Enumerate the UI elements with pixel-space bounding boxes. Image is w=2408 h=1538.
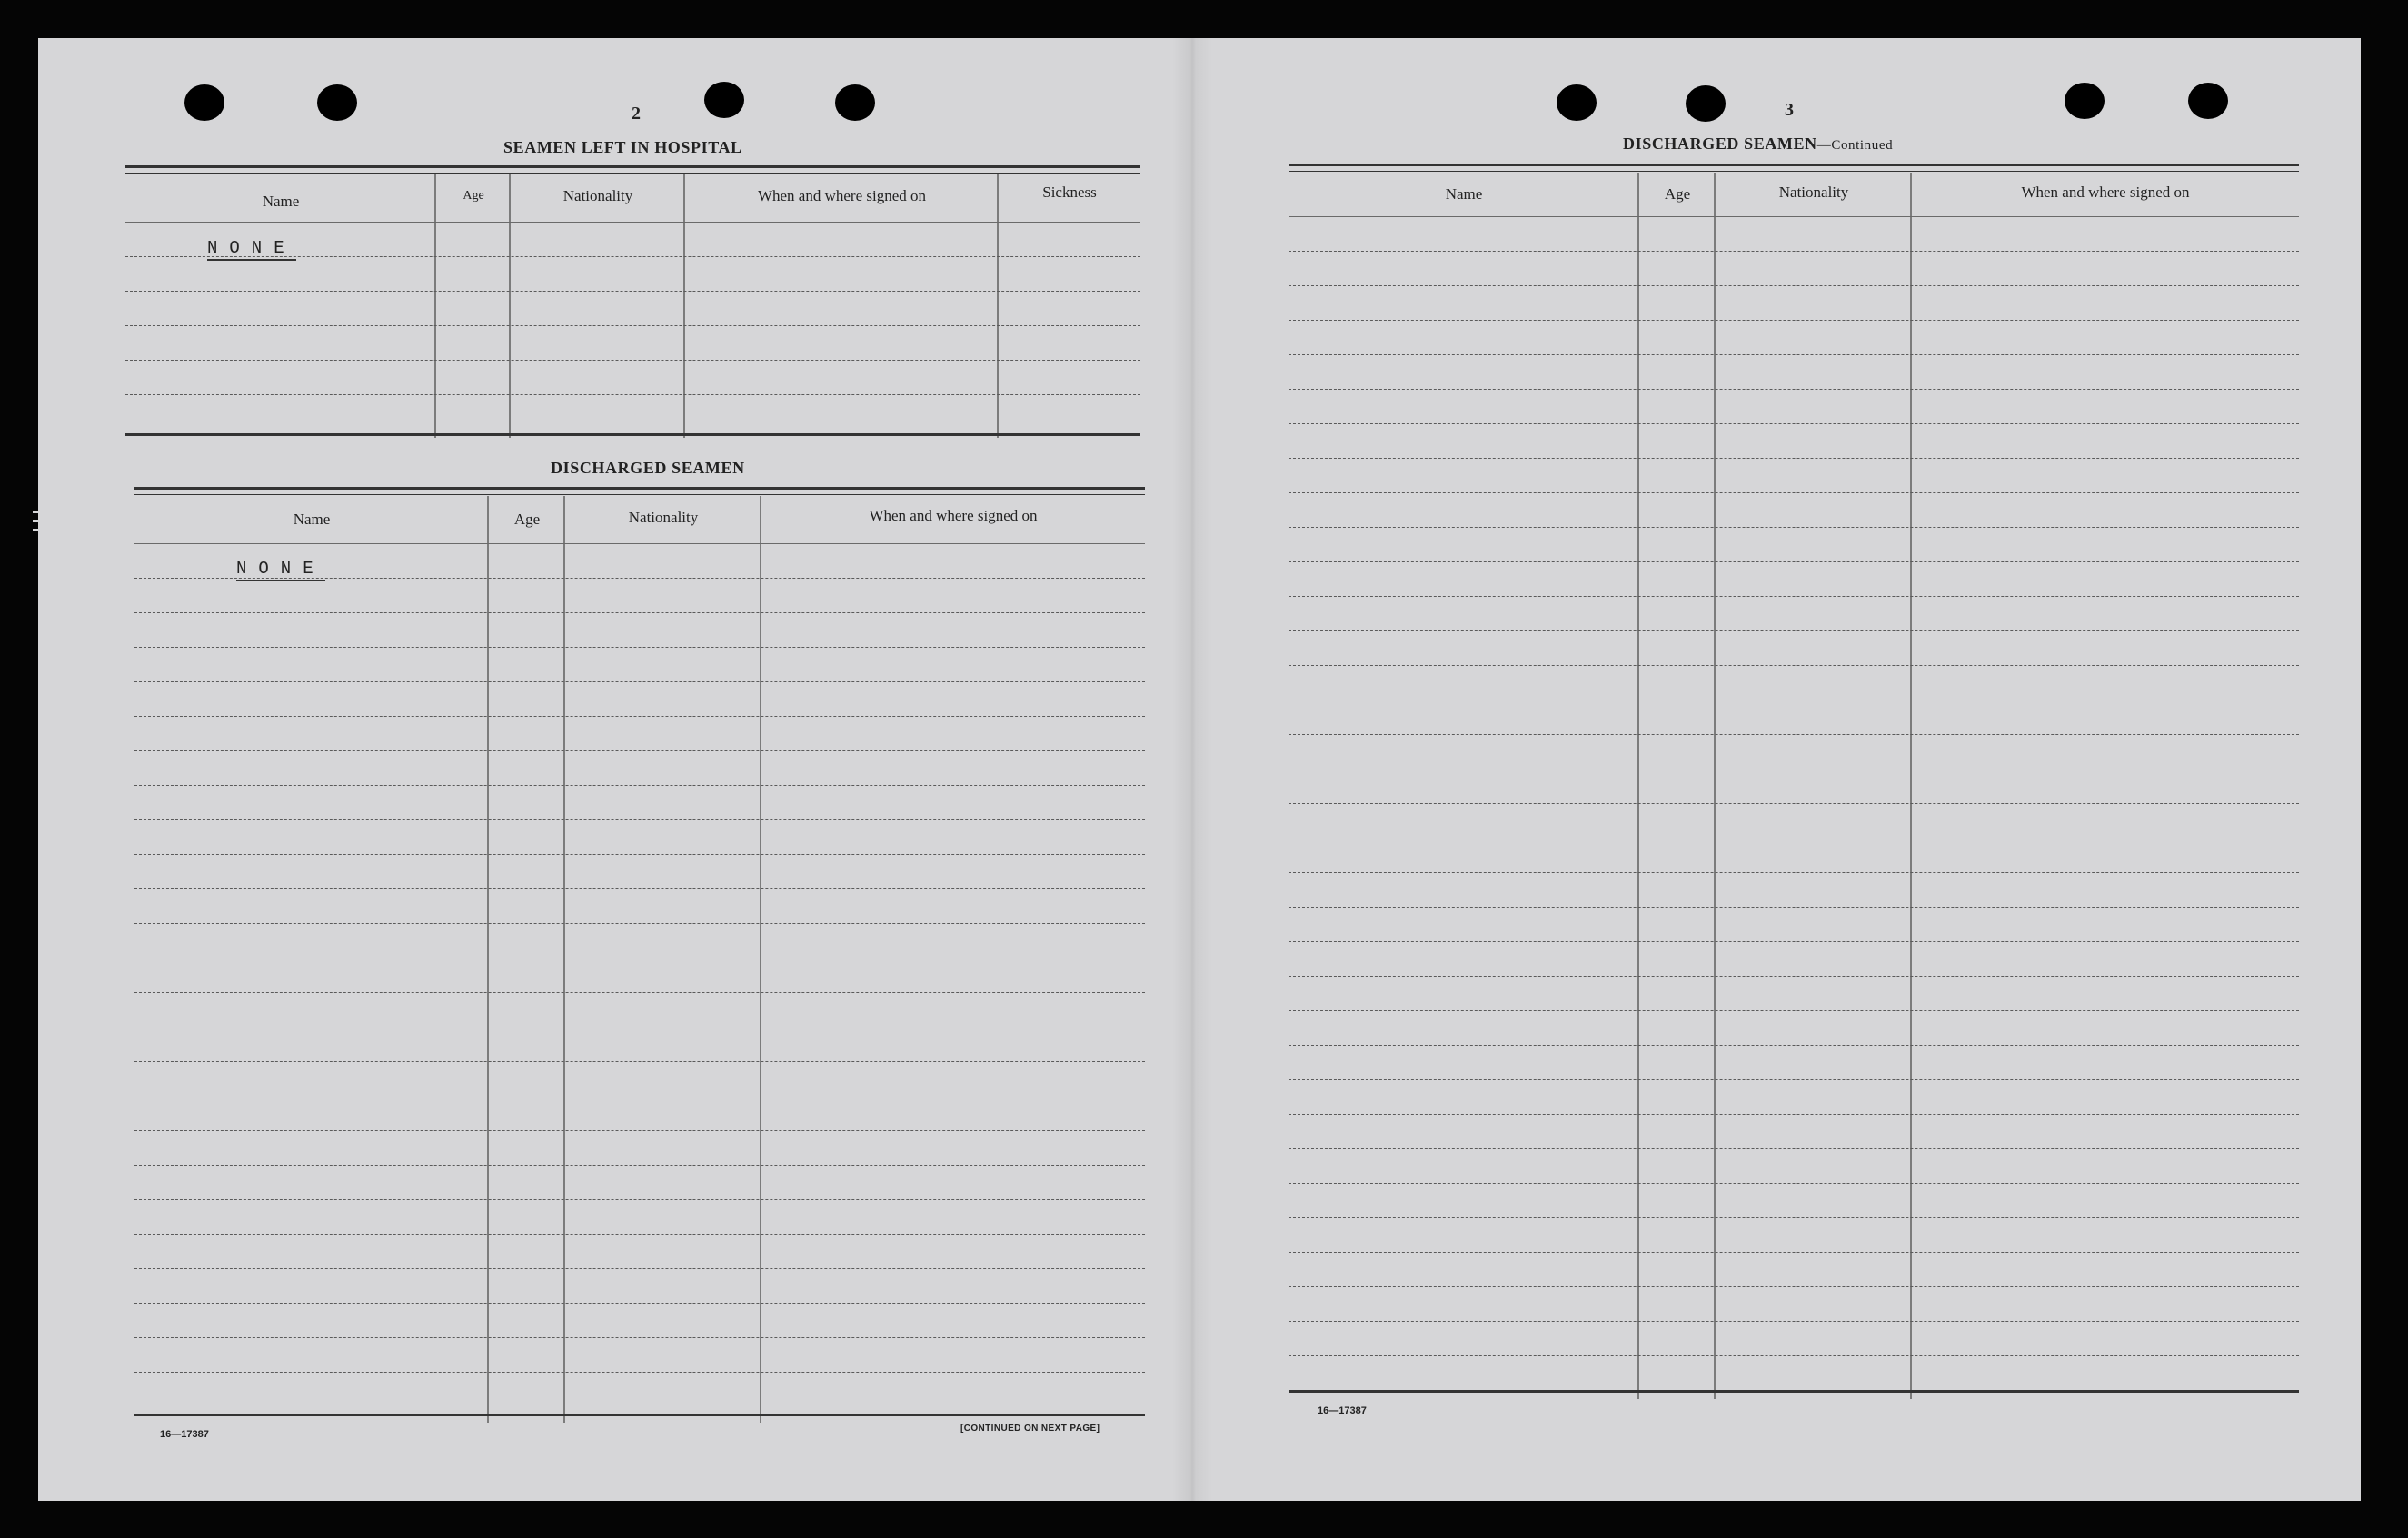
col-header-age: Age bbox=[1664, 185, 1691, 203]
table-row bbox=[134, 785, 1145, 786]
col-header-signed-on: When and where signed on bbox=[757, 187, 927, 204]
table-row bbox=[1289, 1148, 2299, 1149]
table-row bbox=[1289, 285, 2299, 286]
col-header-name: Name bbox=[1445, 185, 1483, 203]
discharged-table bbox=[134, 487, 1145, 1423]
table-row bbox=[134, 1234, 1145, 1235]
edge-mark bbox=[33, 511, 42, 513]
col-header-nationality: Nationality bbox=[562, 187, 633, 204]
table-row bbox=[1289, 1183, 2299, 1184]
column-divider bbox=[1637, 173, 1639, 1399]
column-divider bbox=[683, 174, 685, 438]
table-row bbox=[134, 1165, 1145, 1166]
header-rule bbox=[125, 222, 1140, 223]
table-row bbox=[1289, 389, 2299, 390]
bottom-rule bbox=[1289, 1390, 2299, 1393]
table-row bbox=[1289, 907, 2299, 908]
page-fold bbox=[1172, 38, 1212, 1501]
table-row bbox=[1289, 630, 2299, 631]
table-row bbox=[1289, 1217, 2299, 1218]
col-header-age: Age bbox=[513, 511, 541, 528]
table-row bbox=[1289, 492, 2299, 493]
table-row bbox=[1289, 320, 2299, 321]
column-divider bbox=[997, 174, 999, 438]
table-row bbox=[1289, 1045, 2299, 1046]
table-row bbox=[1289, 1079, 2299, 1080]
col-header-age: Age bbox=[463, 189, 484, 203]
table-row bbox=[125, 394, 1140, 395]
table-row bbox=[134, 854, 1145, 855]
table-row bbox=[134, 888, 1145, 889]
title-text: DISCHARGED SEAMEN bbox=[1623, 134, 1817, 153]
col-header-nationality: Nationality bbox=[1778, 184, 1849, 201]
table-row bbox=[125, 325, 1140, 326]
header-rule bbox=[1289, 216, 2299, 217]
column-divider bbox=[1714, 173, 1716, 1399]
col-header-signed-on: When and where signed on bbox=[869, 507, 1038, 524]
column-divider bbox=[509, 174, 511, 438]
table-row bbox=[134, 1199, 1145, 1200]
table-row bbox=[134, 1337, 1145, 1338]
hospital-table bbox=[125, 165, 1140, 438]
table-row bbox=[1289, 1010, 2299, 1011]
table-row bbox=[125, 291, 1140, 292]
table-row bbox=[134, 1061, 1145, 1062]
table-row bbox=[1289, 1355, 2299, 1356]
edge-mark bbox=[33, 529, 42, 531]
top-rule-thin bbox=[134, 494, 1145, 495]
table-row bbox=[134, 1372, 1145, 1373]
table-row bbox=[1289, 423, 2299, 424]
column-divider bbox=[487, 496, 489, 1423]
name-entry: NONE bbox=[207, 238, 296, 261]
table-row bbox=[1289, 527, 2299, 528]
continued-note: [CONTINUED ON NEXT PAGE] bbox=[960, 1424, 1100, 1434]
punch-hole bbox=[1557, 84, 1597, 121]
table-row bbox=[134, 750, 1145, 751]
table-row bbox=[1289, 458, 2299, 459]
header-rule bbox=[134, 543, 1145, 544]
top-rule bbox=[134, 487, 1145, 490]
form-number: 16—17387 bbox=[1318, 1405, 1367, 1416]
edge-mark bbox=[33, 520, 42, 522]
discharged-title: DISCHARGED SEAMEN bbox=[551, 459, 745, 477]
col-header-signed-on: When and where signed on bbox=[2021, 184, 2190, 201]
table-row bbox=[134, 819, 1145, 820]
table-row bbox=[1289, 803, 2299, 804]
punch-hole bbox=[184, 84, 224, 121]
table-row bbox=[1289, 941, 2299, 942]
name-entry: NONE bbox=[236, 559, 325, 581]
page-number: 2 bbox=[632, 104, 641, 124]
column-divider bbox=[434, 174, 436, 438]
table-row bbox=[1289, 1286, 2299, 1287]
top-rule bbox=[125, 165, 1140, 168]
bottom-rule bbox=[125, 433, 1140, 436]
top-rule-thin bbox=[125, 173, 1140, 174]
table-row bbox=[1289, 1252, 2299, 1253]
col-header-name: Name bbox=[262, 193, 300, 210]
table-row bbox=[134, 647, 1145, 648]
table-row bbox=[1289, 665, 2299, 666]
bottom-rule bbox=[134, 1414, 1145, 1416]
table-row bbox=[1289, 596, 2299, 597]
column-divider bbox=[1910, 173, 1912, 1399]
page-number: 3 bbox=[1785, 100, 1794, 120]
column-divider bbox=[760, 496, 761, 1423]
table-row bbox=[134, 1268, 1145, 1269]
punch-hole bbox=[2065, 83, 2105, 119]
table-row bbox=[134, 1303, 1145, 1304]
col-header-sickness: Sickness bbox=[1042, 184, 1097, 201]
table-row bbox=[134, 1130, 1145, 1131]
table-row bbox=[134, 923, 1145, 924]
column-divider bbox=[563, 496, 565, 1423]
table-row bbox=[1289, 354, 2299, 355]
table-row bbox=[134, 681, 1145, 682]
table-row bbox=[1289, 734, 2299, 735]
table-row bbox=[125, 360, 1140, 361]
form-number: 16—17387 bbox=[160, 1429, 209, 1440]
table-row bbox=[134, 612, 1145, 613]
title-continued: —Continued bbox=[1816, 138, 1894, 153]
table-row bbox=[1289, 251, 2299, 252]
top-rule-thin bbox=[1289, 171, 2299, 172]
table-row bbox=[1289, 976, 2299, 977]
punch-hole bbox=[1686, 85, 1726, 122]
table-row bbox=[1289, 561, 2299, 562]
discharged-continued-table bbox=[1289, 164, 2299, 1399]
table-row bbox=[134, 716, 1145, 717]
table-row bbox=[1289, 1321, 2299, 1322]
table-row bbox=[1289, 1114, 2299, 1115]
punch-hole bbox=[835, 84, 875, 121]
punch-hole bbox=[317, 84, 357, 121]
punch-hole bbox=[2188, 83, 2228, 119]
col-header-name: Name bbox=[293, 511, 331, 528]
hospital-title: SEAMEN LEFT IN HOSPITAL bbox=[503, 138, 742, 156]
table-row bbox=[134, 992, 1145, 993]
discharged-continued-title bbox=[1623, 134, 1893, 154]
top-rule bbox=[1289, 164, 2299, 166]
table-row bbox=[1289, 872, 2299, 873]
punch-hole bbox=[704, 82, 744, 118]
col-header-nationality: Nationality bbox=[628, 509, 699, 526]
